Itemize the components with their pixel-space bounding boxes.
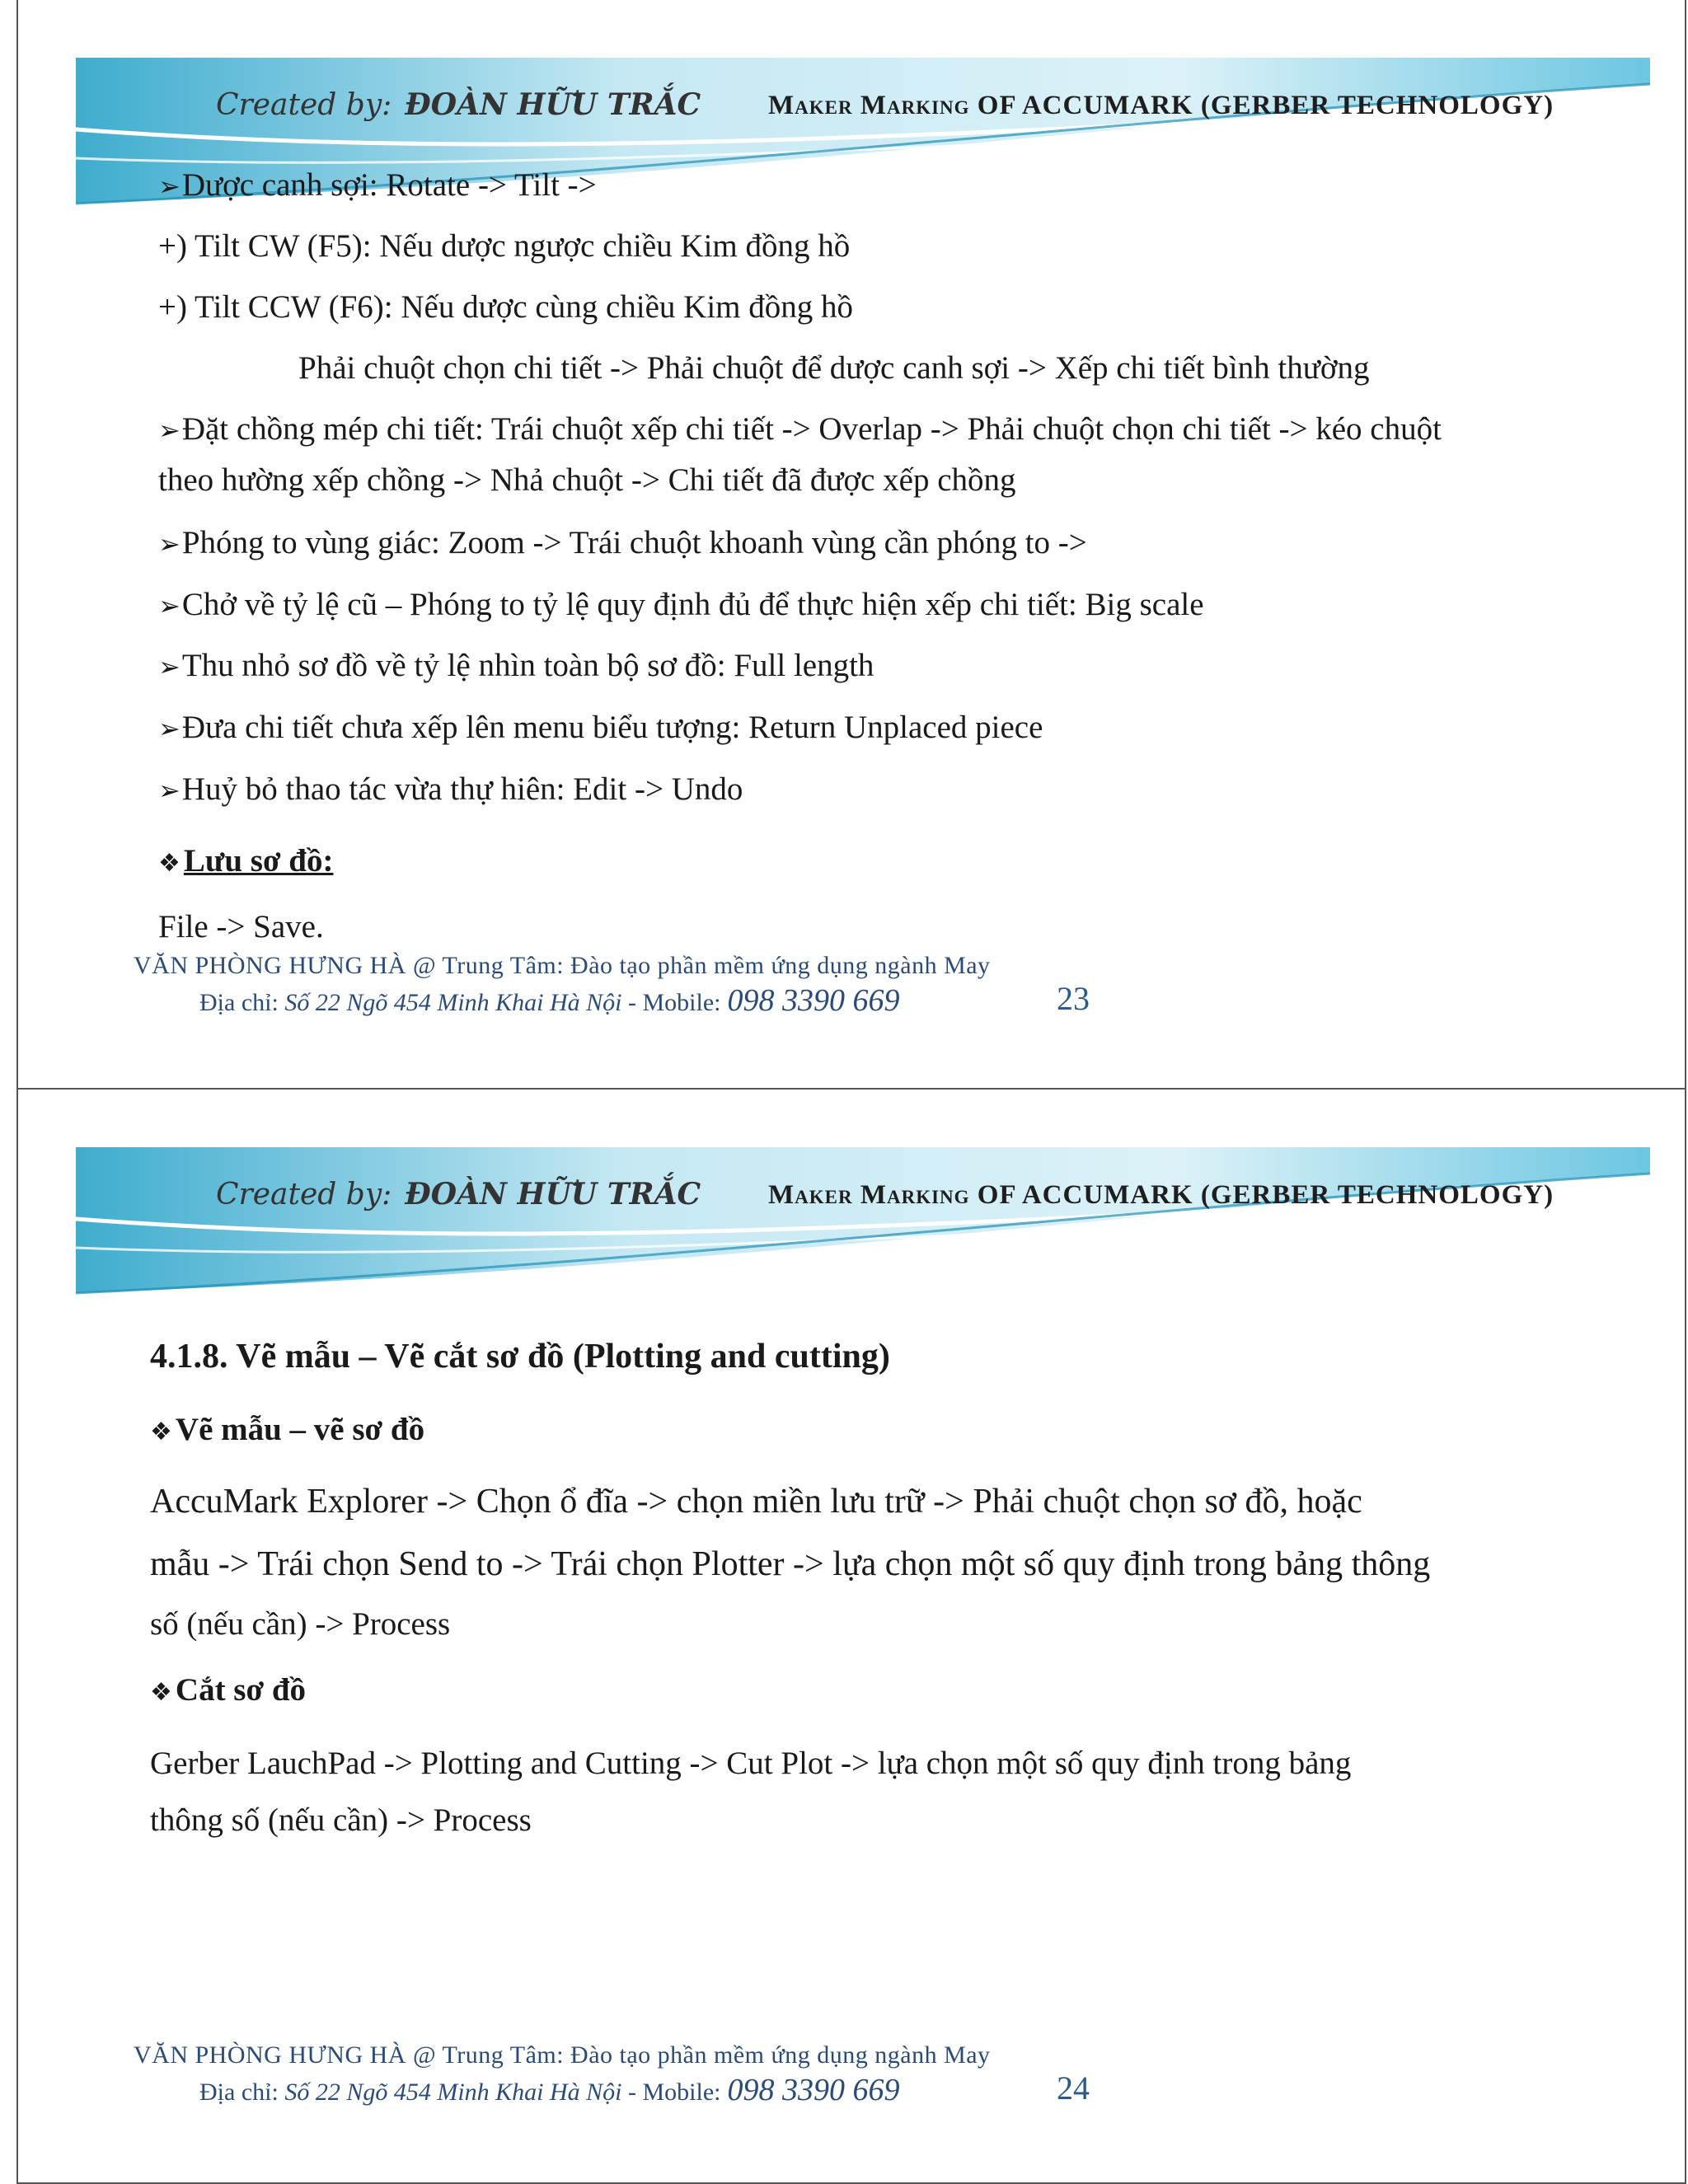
slide-page-23 bbox=[16, 0, 1686, 1090]
text-line bbox=[158, 586, 1204, 623]
line-text: Thu nhỏ sơ đồ về tỷ lệ nhìn toàn bộ sơ đồ: Full length bbox=[181, 648, 874, 683]
text-line bbox=[158, 462, 1016, 499]
banner-wave-graphic bbox=[76, 1141, 1650, 1305]
text-line bbox=[158, 709, 1043, 746]
diamond-bullet-icon: ❖ bbox=[150, 1678, 172, 1707]
header-banner bbox=[76, 1141, 1650, 1305]
diamond-bullet-icon: ❖ bbox=[158, 849, 181, 878]
created-by bbox=[216, 1177, 701, 1212]
line-text: Phóng to vùng giác: Zoom -> Trái chuột khoanh vùng cần phóng to -> bbox=[181, 525, 1087, 560]
mobile-label: - Mobile: bbox=[628, 2079, 721, 2106]
text-line: thông số (nếu cần) -> Process bbox=[150, 1802, 532, 1838]
subheading-plotting bbox=[150, 1411, 424, 1448]
save-heading bbox=[158, 842, 333, 879]
text-line bbox=[158, 166, 597, 204]
mobile-label: - Mobile: bbox=[628, 989, 721, 1016]
bullet-arrow-icon: ➢ bbox=[158, 651, 181, 682]
line-text: Dược canh sợi: Rotate -> Tilt -> bbox=[181, 167, 597, 203]
footer-office: VĂN PHÒNG HƯNG HÀ @ Trung Tâm: Đào tạo phần mềm ứng dụng ngành May bbox=[134, 952, 991, 979]
line-text: Huỷ bỏ thao tác vừa thự hiên: Edit -> Undo bbox=[181, 771, 743, 807]
diamond-bullet-icon: ❖ bbox=[150, 1418, 172, 1446]
address-label: Địa chỉ: bbox=[199, 2079, 279, 2106]
text-line: mẫu -> Trái chọn Send to -> Trái chọn Plotter -> lựa chọn một số quy định trong bảng thông bbox=[150, 1545, 1431, 1583]
line-text: Phải chuột chọn chi tiết -> Phải chuột để dược canh sợi -> Xếp chi tiết bình thường bbox=[298, 350, 1370, 386]
footer-address bbox=[199, 982, 900, 1019]
text-line bbox=[158, 771, 743, 808]
page-number: 24 bbox=[1057, 2069, 1090, 2107]
text-line: AccuMark Explorer -> Chọn ổ đĩa -> chọn miền lưu trữ -> Phải chuột chọn sơ đồ, hoặc bbox=[150, 1483, 1362, 1521]
address-label: Địa chỉ: bbox=[199, 989, 279, 1016]
subheading-cutting bbox=[150, 1671, 306, 1708]
text-line: Gerber LauchPad -> Plotting and Cutting -> Cut Plot -> lựa chọn một số quy định trong bảng bbox=[150, 1746, 1352, 1781]
author-name: ĐOÀN HỮU TRẮC bbox=[405, 87, 701, 122]
footer-address bbox=[199, 2072, 900, 2108]
author-name: ĐOÀN HỮU TRẮC bbox=[405, 1177, 701, 1212]
document-title: Maker Marking OF ACCUMARK (GERBER TECHNOLOGY) bbox=[768, 1180, 1554, 1210]
document-title: Maker Marking OF ACCUMARK (GERBER TECHNOLOGY) bbox=[768, 91, 1554, 120]
address-text: Số 22 Ngõ 454 Minh Khai Hà Nội bbox=[284, 989, 622, 1016]
bullet-arrow-icon: ➢ bbox=[158, 415, 181, 446]
text-line bbox=[298, 349, 1369, 387]
mobile-number: 098 3390 669 bbox=[727, 983, 900, 1018]
bullet-arrow-icon: ➢ bbox=[158, 528, 181, 560]
text-line bbox=[158, 524, 1087, 561]
line-text: Đặt chồng mép chi tiết: Trái chuột xếp chi tiết -> Overlap -> Phải chuột chọn chi tiết -> kéo chuột bbox=[181, 411, 1442, 447]
text-line bbox=[158, 647, 874, 684]
section-heading: 4.1.8. Vẽ mẫu – Vẽ cắt sơ đồ (Plotting and cutting) bbox=[150, 1338, 890, 1376]
footer-office: VĂN PHÒNG HƯNG HÀ @ Trung Tâm: Đào tạo phần mềm ứng dụng ngành May bbox=[134, 2041, 991, 2069]
line-text: theo hường xếp chồng -> Nhả chuột -> Chi tiết đã được xếp chồng bbox=[158, 462, 1016, 498]
text-line bbox=[158, 288, 853, 326]
save-heading-text: Lưu sơ đồ: bbox=[183, 843, 334, 879]
created-by-label: Created by: bbox=[216, 1178, 392, 1212]
line-text: Đưa chi tiết chưa xếp lên menu biểu tượng: Return Unplaced piece bbox=[181, 710, 1043, 745]
line-text: +) Tilt CW (F5): Nếu dược ngược chiều Kim đồng hồ bbox=[158, 228, 851, 264]
mobile-number: 098 3390 669 bbox=[727, 2073, 900, 2107]
bullet-arrow-icon: ➢ bbox=[158, 171, 181, 202]
line-text: Chở về tỷ lệ cũ – Phóng to tỷ lệ quy định đủ để thực hiện xếp chi tiết: Big scale bbox=[181, 587, 1204, 622]
text-line bbox=[158, 410, 1442, 448]
page-number: 23 bbox=[1057, 980, 1090, 1017]
save-instructions: File -> Save. bbox=[158, 909, 324, 944]
subheading-text: Cắt sơ đồ bbox=[175, 1672, 307, 1708]
text-line bbox=[158, 227, 850, 265]
address-text: Số 22 Ngõ 454 Minh Khai Hà Nội bbox=[284, 2079, 622, 2106]
text-line: số (nếu cần) -> Process bbox=[150, 1606, 451, 1642]
created-by bbox=[216, 87, 701, 122]
created-by-label: Created by: bbox=[216, 88, 392, 122]
slide-page-24 bbox=[16, 1090, 1686, 2184]
line-text: +) Tilt CCW (F6): Nếu dược cùng chiều Kim đồng hồ bbox=[158, 289, 854, 325]
subheading-text: Vẽ mẫu – vẽ sơ đồ bbox=[175, 1412, 425, 1447]
bullet-arrow-icon: ➢ bbox=[158, 590, 181, 621]
bullet-arrow-icon: ➢ bbox=[158, 713, 181, 744]
bullet-arrow-icon: ➢ bbox=[158, 775, 181, 806]
